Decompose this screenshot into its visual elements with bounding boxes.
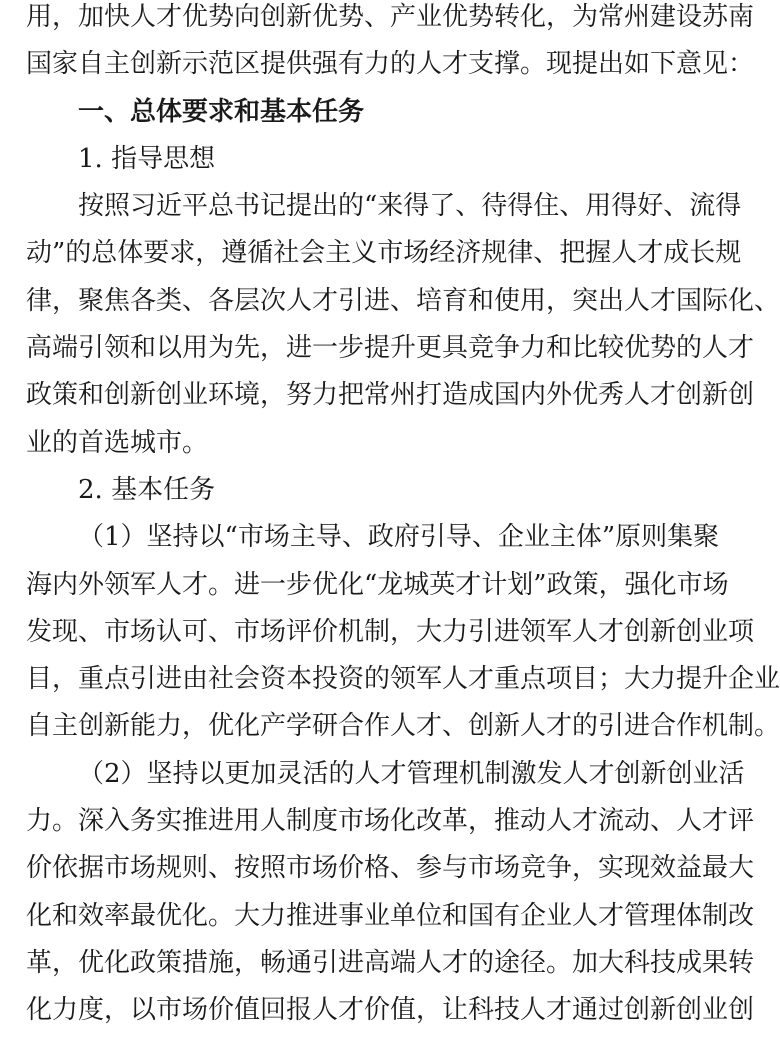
paragraph-first-line: 按照习近平总书记提出的“来得了、待得住、用得好、流得 [78,191,742,222]
body-line: 律，聚焦各类、各层次人才引进、培育和使用，突出人才国际化、 [26,285,780,316]
paragraph-first-line: （2）坚持以更加灵活的人才管理机制激发人才创新创业活 [78,758,745,789]
body-line: 自主创新能力，优化产学研合作人才、创新人才的引进合作机制。 [26,711,780,742]
paragraph-first-line: （1）坚持以“市场主导、政府引导、企业主体”原则集聚 [78,522,720,553]
subsection-heading: 2. 基本任务 [78,474,216,505]
body-line: 目，重点引进由社会资本投资的领军人才重点项目；大力提升企业 [26,664,780,695]
body-line: 政策和创新创业环境，努力把常州打造成国内外优秀人才创新创 [26,380,755,411]
body-line: 力。深入务实推进用人制度市场化改革，推动人才流动、人才评 [26,806,755,837]
body-line: 高端引领和以用为先，进一步提升更具竞争力和比较优势的人才 [26,333,755,364]
subsection-heading: 1. 指导思想 [78,143,216,174]
body-line: 用，加快人才优势向创新优势、产业优势转化，为常州建设苏南 [26,2,755,32]
body-line: 发现、市场认可、市场评价机制，大力引进领军人才创新创业项 [26,616,755,647]
body-line: 价依据市场规则、按照市场价格、参与市场竞争，实现效益最大 [26,853,755,884]
body-line: 业的首选城市。 [26,427,209,458]
body-line: 革，优化政策措施，畅通引进高端人才的途径。加大科技成果转 [26,947,755,978]
body-line: 化和效率最优化。大力推进事业单位和国有企业人才管理体制改 [26,900,755,931]
body-line: 动”的总体要求，遵循社会主义市场经济规律、把握人才成长规 [26,238,742,269]
body-line: 海内外领军人才。进一步优化“龙城英才计划”政策，强化市场 [26,569,729,600]
body-line: 化力度，以市场价值回报人才价值，让科技人才通过创新创业创 [26,995,755,1026]
section-heading: 一、总体要求和基本任务 [78,96,365,127]
body-line: 国家自主创新示范区提供强有力的人才支撑。现提出如下意见： [26,49,755,80]
